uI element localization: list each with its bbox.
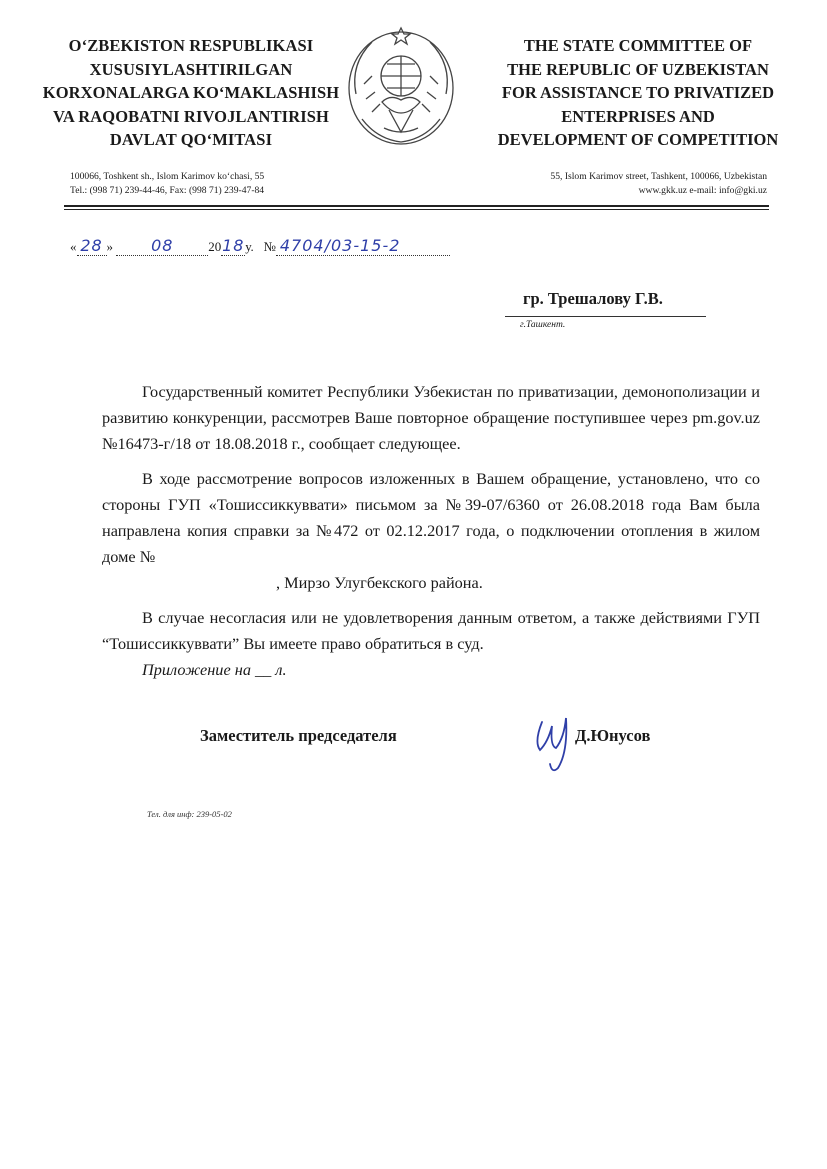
paragraph-2: В ходе рассмотрение вопросов изложенных в Вашем обращение, установлено, что со стороны ГУП «Тошиссиккуввати» письмом за №39-07/6360 от 26.08.2018 года Вам была направлена копия справки за №472 от 02.12.2017 года, о подключении отопления в жилом доме № — [102, 468, 760, 567]
year-prefix: 20 — [208, 239, 222, 254]
org-name-line: XUSUSIYLASHTIRILGAN — [89, 59, 293, 79]
date-day: 28 — [77, 236, 107, 256]
handwritten-signature — [528, 712, 578, 774]
paragraph-3: В случае несогласия или не удовлетворения данным ответом, а также действиями ГУП “Тошиссиккуввати” Вы имеете право обратиться в суд. — [102, 607, 760, 653]
addressee-underline — [505, 316, 706, 317]
letter-body — [102, 379, 760, 683]
org-name-line: VA RAQOBATNI RIVOJLANTIRISH — [53, 106, 329, 126]
outgoing-date-number — [70, 236, 450, 262]
org-name-line: DEVELOPMENT OF COMPETITION — [497, 130, 779, 149]
info-phone: Тел. для инф: 239-05-02 — [147, 809, 232, 819]
date-month: 08 — [116, 236, 208, 256]
addressee-name: гр. Трешалову Г.В. — [523, 289, 663, 308]
year-abbr: у. — [245, 239, 254, 254]
attachment-note: Приложение на __ л. — [142, 660, 287, 680]
addressee-city: г.Ташкент. — [520, 320, 566, 330]
number-sign: № — [263, 239, 276, 254]
org-name-line: KORXONALARGA KO‘MAKLASHISH — [42, 83, 340, 102]
org-name-line: THE REPUBLIC OF UZBEKISTAN — [507, 59, 769, 79]
quote-open: « — [70, 239, 77, 254]
address-english — [480, 170, 767, 198]
header-divider-thin — [64, 209, 769, 210]
contact-line: Tel.: (998 71) 239-44-46, Fax: (998 71) 239-47-84 — [70, 185, 265, 196]
state-emblem-icon — [342, 24, 460, 148]
signatory-title: Заместитель председателя — [200, 726, 397, 745]
outgoing-number: 4704/03-15-2 — [276, 236, 450, 256]
header-divider — [64, 205, 769, 207]
paragraph-1: Государственный комитет Республики Узбекистан по приватизации, демонополизации и развитию конкуренции, рассмотрев Ваше повторное обращение поступившее через pm.gov.uz №16473-г/18 от 18.08.2018 г., сообщает следующее. — [102, 382, 760, 454]
org-name-line: THE STATE COMMITTEE OF — [523, 36, 753, 55]
org-name-uzbek — [30, 34, 352, 152]
signatory-name: Д.Юнусов — [575, 726, 651, 745]
address-line: 100066, Toshkent sh., Islom Karimov ko‘chasi, 55 — [70, 171, 265, 182]
org-name-line: ENTERPRISES AND — [561, 106, 715, 126]
date-year: 18 — [222, 236, 245, 255]
quote-close: » — [106, 239, 113, 254]
paragraph-2-continuation: , Мирзо Улугбекского района. — [276, 573, 483, 593]
address-uzbek — [70, 170, 264, 198]
address-line: 55, Islom Karimov street, Tashkent, 100066, Uzbekistan — [550, 171, 767, 182]
org-name-line: FOR ASSISTANCE TO PRIVATIZED — [501, 83, 775, 102]
contact-line: www.gkk.uz e-mail: info@gki.uz — [638, 185, 767, 196]
org-name-line: O‘ZBEKISTON RESPUBLIKASI — [68, 36, 314, 55]
org-name-line: DAVLAT QO‘MITASI — [109, 130, 273, 149]
org-name-english — [468, 34, 808, 152]
